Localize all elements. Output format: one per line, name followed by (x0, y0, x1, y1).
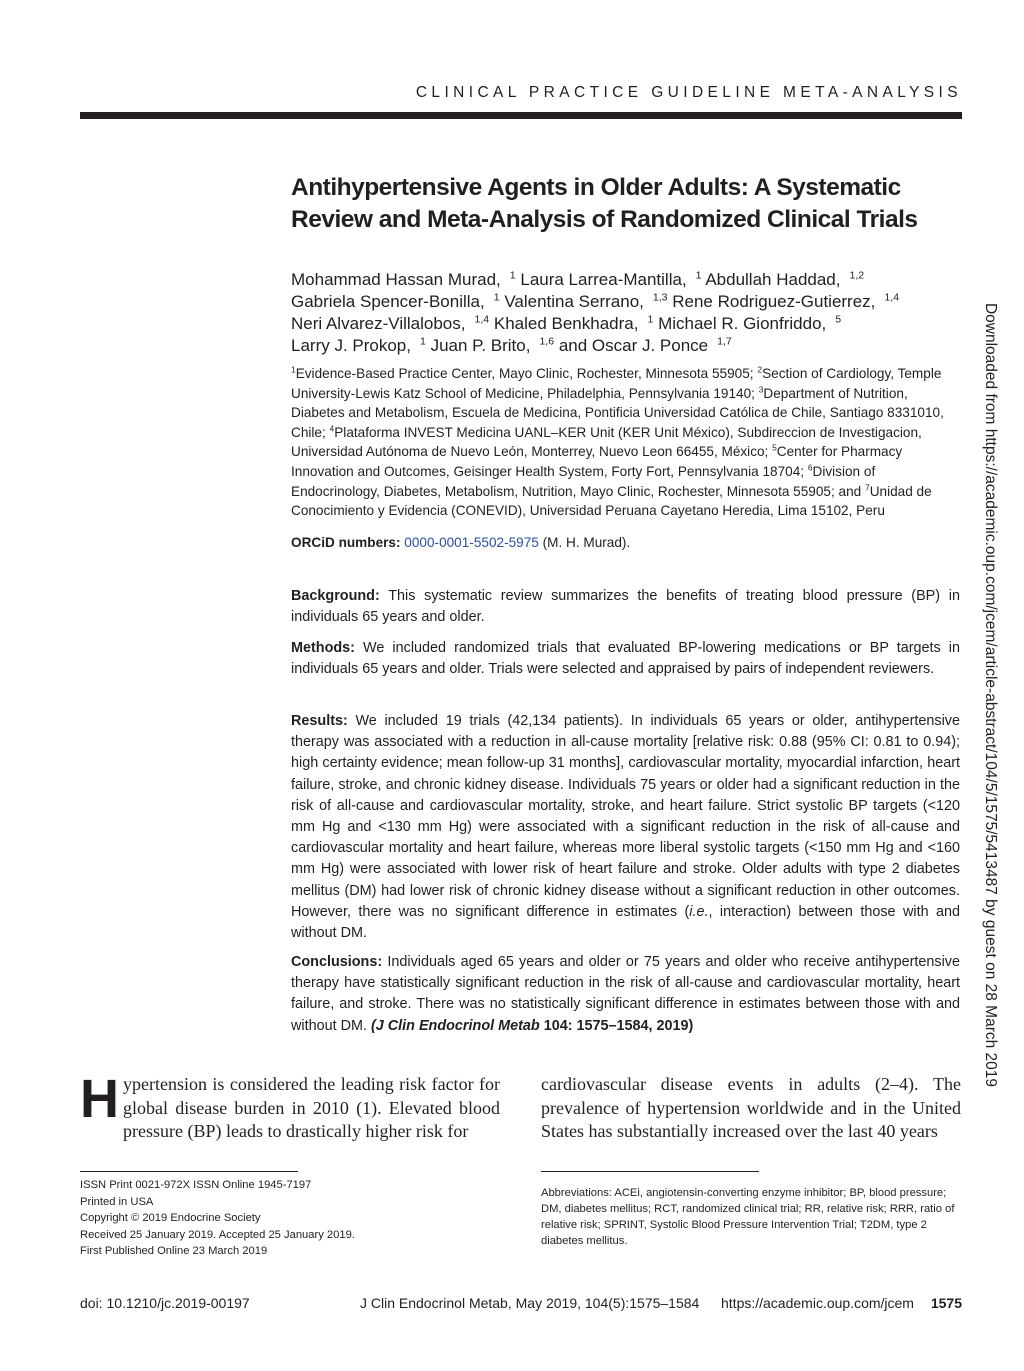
background-text: This systematic review summarizes the benefits of treating blood pressure (BP) in individuals 65 years and older. (291, 588, 960, 626)
background-label: Background: (291, 588, 380, 604)
author-affiliation-mark: 1,3 (652, 291, 668, 304)
author-affiliation-mark: 1,2 (849, 269, 865, 282)
footnote-rule-right (541, 1171, 759, 1172)
affiliation-mark: 1 (291, 364, 296, 375)
author-affiliation-mark: 1 (647, 313, 654, 326)
publication-info-line: Copyright © 2019 Endocrine Society (80, 1212, 261, 1225)
author-name: and Oscar J. Ponce (558, 336, 709, 355)
affiliation-mark: 3 (758, 384, 764, 395)
author-name: Larry J. Prokop, (291, 336, 411, 355)
orcid-label: ORCiD numbers: (291, 535, 401, 550)
abstract-background (291, 586, 960, 628)
page-number: 1575 (930, 1295, 962, 1311)
author-name: Khaled Benkhadra, (493, 314, 639, 333)
page-footer (80, 1295, 962, 1315)
author-name: Valentina Serrano, (504, 292, 644, 311)
affiliation-mark: 4 (329, 423, 335, 434)
author-affiliation-mark: 1 (493, 291, 500, 304)
header-rule (80, 112, 962, 119)
orcid-link[interactable]: 0000-0001-5502-5975 (404, 535, 539, 550)
article-title: Antihypertensive Agents in Older Adults: A Systematic Review and Meta-Analysis of Randomized Clinical Trials (291, 174, 918, 233)
author-name: Abdullah Haddad, (705, 270, 841, 289)
affiliation-text: Department of Nutrition, Diabetes and Metabolism, Escuela de Medicina, Pontificia Universidad Católica de Chile, Santiago 8331010, Chile; (291, 385, 944, 440)
affiliation-text: Division of Endocrinology, Diabetes, Metabolism, Nutrition, Mayo Clinic, Rochester, Minnesota 55905; and (291, 463, 876, 499)
affiliation-mark: 7 (865, 482, 870, 493)
footnote-rule-left (80, 1171, 298, 1172)
running-head: CLINICAL PRACTICE GUIDELINE META-ANALYSIS (415, 84, 962, 101)
affiliation-text: Center for Pharmacy Innovation and Outcomes, Geisinger Health System, Forty Fort, Pennsylvania 18704; (291, 444, 903, 479)
results-label: Results: (291, 713, 348, 729)
download-note: Downloaded from https://academic.oup.com/jcem/article-abstract/104/5/1575/5413487 by guest on 28 March 2019 (982, 302, 999, 1088)
author-affiliation-mark: 1 (509, 269, 516, 282)
author-name: Neri Alvarez-Villalobos, (291, 314, 466, 333)
author-affiliation-mark: 1,4 (884, 291, 900, 304)
body-text-left: ypertension is considered the leading risk factor for global disease burden in 2010 (1). Elevated blood pressure (BP) leads to drastically higher risk for (123, 1074, 500, 1141)
download-watermark (967, 0, 1013, 1371)
methods-label: Methods: (291, 640, 355, 656)
publication-info-line: ISSN Print 0021-972X ISSN Online 1945-7197 (80, 1179, 312, 1191)
results-text: We included 19 trials (42,134 patients). In individuals 65 years or older, antihypertensive therapy was associated with a reduction in all-cause mortality [relative risk: 0.88 (95% CI: 0.81 to 0.94); high certainty evidence; mean follow-up 31 months], cardiovascular mortality, myocardial infarction, heart failure, stroke, and chronic kidney disease. Individuals 75 years or older had a significant reduction in the risk of all-cause and cardiovascular mortality, stroke, and heart failure. Strict systolic BP targets (<120 mm Hg and <130 mm Hg) were associated with a significant reduction in the risk of all-cause and cardiovascular mortality and heart failure, whereas more liberal systolic targets (<150 mm Hg and <160 mm Hg) were associated with lower risk of heart failure and stroke. Older adults with type 2 diabetes mellitus (DM) had lower risk of chronic kidney disease without a significant reduction in other outcomes. However, there was no significant difference in estimates ( (291, 713, 960, 920)
abstract-methods (291, 638, 960, 680)
citation-inline (371, 1018, 693, 1034)
author-name: Gabriela Spencer-Bonilla, (291, 292, 485, 311)
drop-cap: H (80, 1069, 119, 1129)
affiliation-mark: 5 (772, 442, 777, 453)
citation-journal: (J Clin Endocrinol Metab (370, 1017, 540, 1034)
author-affiliation-mark: 5 (835, 313, 842, 326)
author-affiliation-mark: 1,6 (539, 335, 555, 348)
author-affiliation-mark: 1 (420, 335, 426, 348)
orcid-line (291, 533, 956, 552)
body-text-right: cardiovascular disease events in adults (2–4). The prevalence of hypertension worldwide and in the United States has substantially increased over the last 40 years (541, 1074, 961, 1141)
affiliations (291, 364, 956, 521)
author-affiliation-mark: 1,7 (717, 335, 732, 348)
methods-text: We included randomized trials that evaluated BP-lowering medications or BP targets in individuals 65 years and older. Trials were selected and appraised by pairs of independent reviewers. (291, 640, 961, 678)
author-name: Michael R. Gionfriddo, (658, 314, 827, 333)
body-column-right (541, 1073, 961, 1144)
affiliation-text: Evidence-Based Practice Center, Mayo Clinic, Rochester, Minnesota 55905; (295, 366, 754, 381)
author-affiliation-mark: 1 (695, 269, 702, 282)
conclusions-text: Individuals aged 65 years and older or 75 years and older who receive antihypertensive therapy have statistically significant reduction in the risk of all-cause and cardiovascular mortality, heart failure, and stroke. There was no statistically significant difference in estimates between those with and without DM. (291, 954, 960, 1034)
publication-info-line: Printed in USA (80, 1195, 154, 1208)
footer-citation: J Clin Endocrinol Metab, May 2019, 104(5):1575–1584 (360, 1295, 700, 1311)
affiliation-mark: 2 (757, 364, 763, 375)
affiliation-mark: 6 (807, 462, 813, 473)
citation-rest: 104: 1575–1584, 2019) (543, 1017, 694, 1034)
orcid-suffix: (M. H. Murad). (542, 535, 631, 550)
abstract-conclusions (291, 952, 960, 1037)
author-name: Mohammad Hassan Murad, (291, 270, 501, 289)
author-name: Juan P. Brito, (430, 336, 531, 355)
results-text-end: , interaction) between those with and without DM. (291, 903, 961, 942)
author-name: Rene Rodriguez-Gutierrez, (672, 292, 876, 311)
affiliation-text: Unidad de Conocimiento y Evidencia (CONEVID), Universidad Peruana Cayetano Heredia, Lima 15102, Peru (291, 483, 932, 519)
author-name: Laura Larrea-Mantilla, (520, 270, 687, 289)
footer-url[interactable]: https://academic.oup.com/jcem (721, 1295, 914, 1311)
affiliation-text: Section of Cardiology, Temple University-Lewis Katz School of Medicine, Philadelphia, Pennsylvania 19140; (291, 366, 942, 401)
publication-info-line: Received 25 January 2019. Accepted 25 January 2019. (80, 1228, 355, 1241)
body-column-left (80, 1069, 500, 1144)
author-list (291, 269, 951, 357)
abbreviations-note: Abbreviations: ACEi, angiotensin-converting enzyme inhibitor; BP, blood pressure; DM, diabetes mellitus; RCT, randomized clinical trial; RR, relative risk; RRR, ratio of relative risk; SPRINT, Systolic Blood Pressure Intervention Trial; T2DM, type 2 diabetes mellitus. (541, 1187, 955, 1247)
publication-info (80, 1177, 480, 1260)
footer-doi: doi: 10.1210/jc.2019-00197 (80, 1295, 250, 1311)
author-affiliation-mark: 1,4 (474, 313, 490, 326)
publication-info-line: First Published Online 23 March 2019 (80, 1245, 268, 1258)
conclusions-label: Conclusions: (291, 954, 383, 970)
results-italic: i.e. (689, 903, 709, 920)
affiliation-text: Plataforma INVEST Medicina UANL–KER Unit (KER Unit México), Subdireccion de Investigacion, Universidad Autónoma de Nuevo León, Monterrey, Nuevo Leon 66455, México; (291, 424, 922, 460)
abstract-results (291, 711, 960, 944)
